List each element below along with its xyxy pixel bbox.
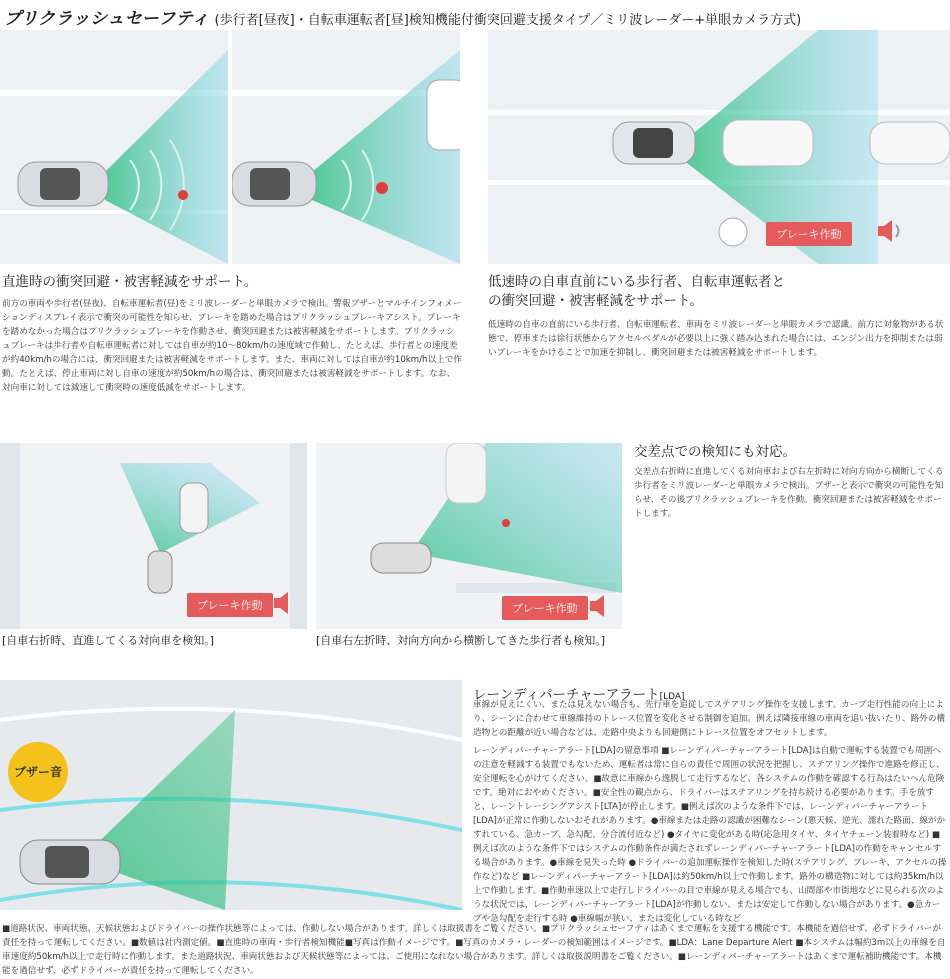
brake-indicator-right: ブレーキ作動 [502,596,588,620]
section2-body: 低速時の自車の直前にいる歩行者、自転車運転者、車両をミリ波レーダーと単眼カメラで認識。前方に対象物がある状態で、停車または徐行状態からアクセルペダルが必要以上に強く踏み込まれた場合には、エンジン出力を抑制または弱いブレーキをかけることで加速を抑制し、衝突回避または被害軽減をサポートします。 [488,320,944,358]
section1-body: 前方の車両や歩行者(昼夜)、自転車運転者(昼)をミリ波レーダーと単眼カメラで検出。警報ブザーとマルチインフォメーションディスプレイ表示で衝突の可能性を知らせ、ブレーキを踏めた場合はプリクラッシュブレーキアシスト。ブレーキを踏めなかった場合はプリクラッシュブレーキを作動させ、衝突回避または被害軽減をサポートします。プリクラッシュブレーキは歩行者や自転車運転者に対しては自車が約10〜80km/hの速度域で作動し、たとえば、歩行者との速度差が約40km/hの場合には、衝突回避または被害軽減をサポートします。また、車両に対しては自車が約10km/h以上で作動。たとえば、停止車両に対し自車の速度が約50km/hの場合は、衝突回避または被害軽減をサポートします。なお、対向車に対しては減速して衝突時の速度低減をサポートします。 [2,299,462,393]
page-subtitle: (歩行者[昼夜]・自転車運転者[昼]検知機能付衝突回避支援タイプ／ミリ波レーダー+単眼カメラ方式) [214,13,802,28]
footer-notes: ■道路状況、車両状態、天候状態およびドライバーの操作状態等によっては、作動しない場合があります。詳しくは取扱書をご覧ください。■プリクラッシュセーフティはあくまで運転を支援する機能です。本機能を過信せず、必ずドライバーが責任を持って運転してください。■数値は社内測定値。■直進時の車両・歩行者検知機能■写真は作動イメージです。■写真のカメラ・レーダーの検知範囲はイメージです。■LDA：Lane Departure Alert ■本システムは幅約3m以上の車線を自車速度約50km/h以上で走行時に作動します。また道路状況、車両状態および天候状態等によっては、ご使用になれない場合があります。詳しくは取扱説明書をご覧ください。■レーンディパーチャーアラートはあくまで運転補助機能です。本機能を過信せず、必ずドライバーが責任を持って運転してください。 [2,924,946,976]
speaker-icon [876,218,906,248]
caption-right-turn: [自車右折時、直進してくる対向車を検知。] [2,634,215,647]
buzzer-label: ブザー音 [13,765,62,779]
section2-heading: 低速時の自車直前にいる歩行者、自転車運転者との衝突回避・被害軽減をサポート。 [488,274,785,309]
straight-scene-image-1 [0,30,228,264]
section4-notes: レーンディパーチャーアラート[LDA]の留意事項 ■レーンディパーチャーアラート[LDA]は自動で運転する装置でも周囲への注意を軽減する装置でもないため、運転者は常に自らの責任で周囲の状況を把握し、ステアリング操作で進路を修正し、安全運転を心がけてください。■故意に車線から逸脱して走行するなど、各システムの作動を確認する行為はたいへん危険です。絶対におやめください。■安全性の観点から、ドライバーはステアリングを持ち続ける必要があります。手を放すと、レーントレーシングアシスト[LTA]が停止します。■例えば次のような条件下では、レーンディパーチャーアラート[LDA]が正常に作動しないおそれがあります。●車線または走路の認識が困難なシーン(悪天候、逆光、濡れた路面、線がかすれている、急カーブ、急勾配、分合流付近など) ●タイヤに変化がある時(応急用タイヤ、タイヤチェーン装着時など) ■例えば次のような条件下ではシステムの作動条件が満たされずレーンディパーチャーアラート[LDA]の作動をキャンセルする場合があります。●車線を見失った時 ●ドライバーの追加運転操作を検知した時(ステアリング、ブレーキ、アクセルの操作など)など ■レーンディパーチャーアラート[LDA]は約50km/h以上で作動します。路外の構造物に対しては約35km/h以上で作動します。■作動車速以上で走行しドライバーの目で車線が見える場合でも、山間部や市街地などに見られる次のような状況では、レーンディパーチャーアラート[LDA]が作動しない、または安定して作動しない場合があります。●急カーブや急勾配を走行する時 ●車線幅が狭い、または変化している時など [473,746,947,924]
page-header [4,4,801,29]
section3-body: 交差点右折時に直進してくる対向車および右左折時に対向方向から横断してくる歩行者をミリ波レーダーと単眼カメラで検出。ブザーと表示で衝突の可能性を知らせ、その後プリクラッシュブレーキを作動。衝突回避または被害軽減をサポートします。 [634,467,944,519]
caption-pedestrian: [自車右左折時、対向方向から横断してきた歩行者も検知。] [316,634,606,647]
straight-scene-image-2 [232,30,460,264]
buzzer-badge [8,742,68,802]
intersection-pedestrian-image [316,443,622,629]
brake-indicator: ブレーキ作動 [766,222,852,246]
page-title: プリクラッシュセーフティ [4,9,210,29]
speaker-icon-left [272,590,302,620]
intersection-right-turn-image [0,443,307,629]
brake-indicator-left: ブレーキ作動 [187,593,273,617]
low-speed-scene-image [488,30,950,264]
section1-heading: 直進時の衝突回避・被害軽減をサポート。 [2,274,258,290]
section4-body: 車線が見えにくい、または見えない場合も、先行車を追従してステアリング操作を支援します。カーブ走行性能の向上により、シーンに合わせて車線維持のトレース位置を変化させる制御を追加。例えば隣接車線の車両を追い抜いたり、路外の構造物との距離が近い場合などは、走路中央よりも回避側にトレース位置をオフセットします。 [473,700,946,738]
section4-heading-text: レーンディパーチャーアラート [473,687,660,703]
speaker-icon-right [588,593,618,623]
section4-heading-tag: [LDA] [659,692,685,702]
lane-departure-image [0,680,462,910]
section3-heading: 交差点での検知にも対応。 [634,444,796,460]
